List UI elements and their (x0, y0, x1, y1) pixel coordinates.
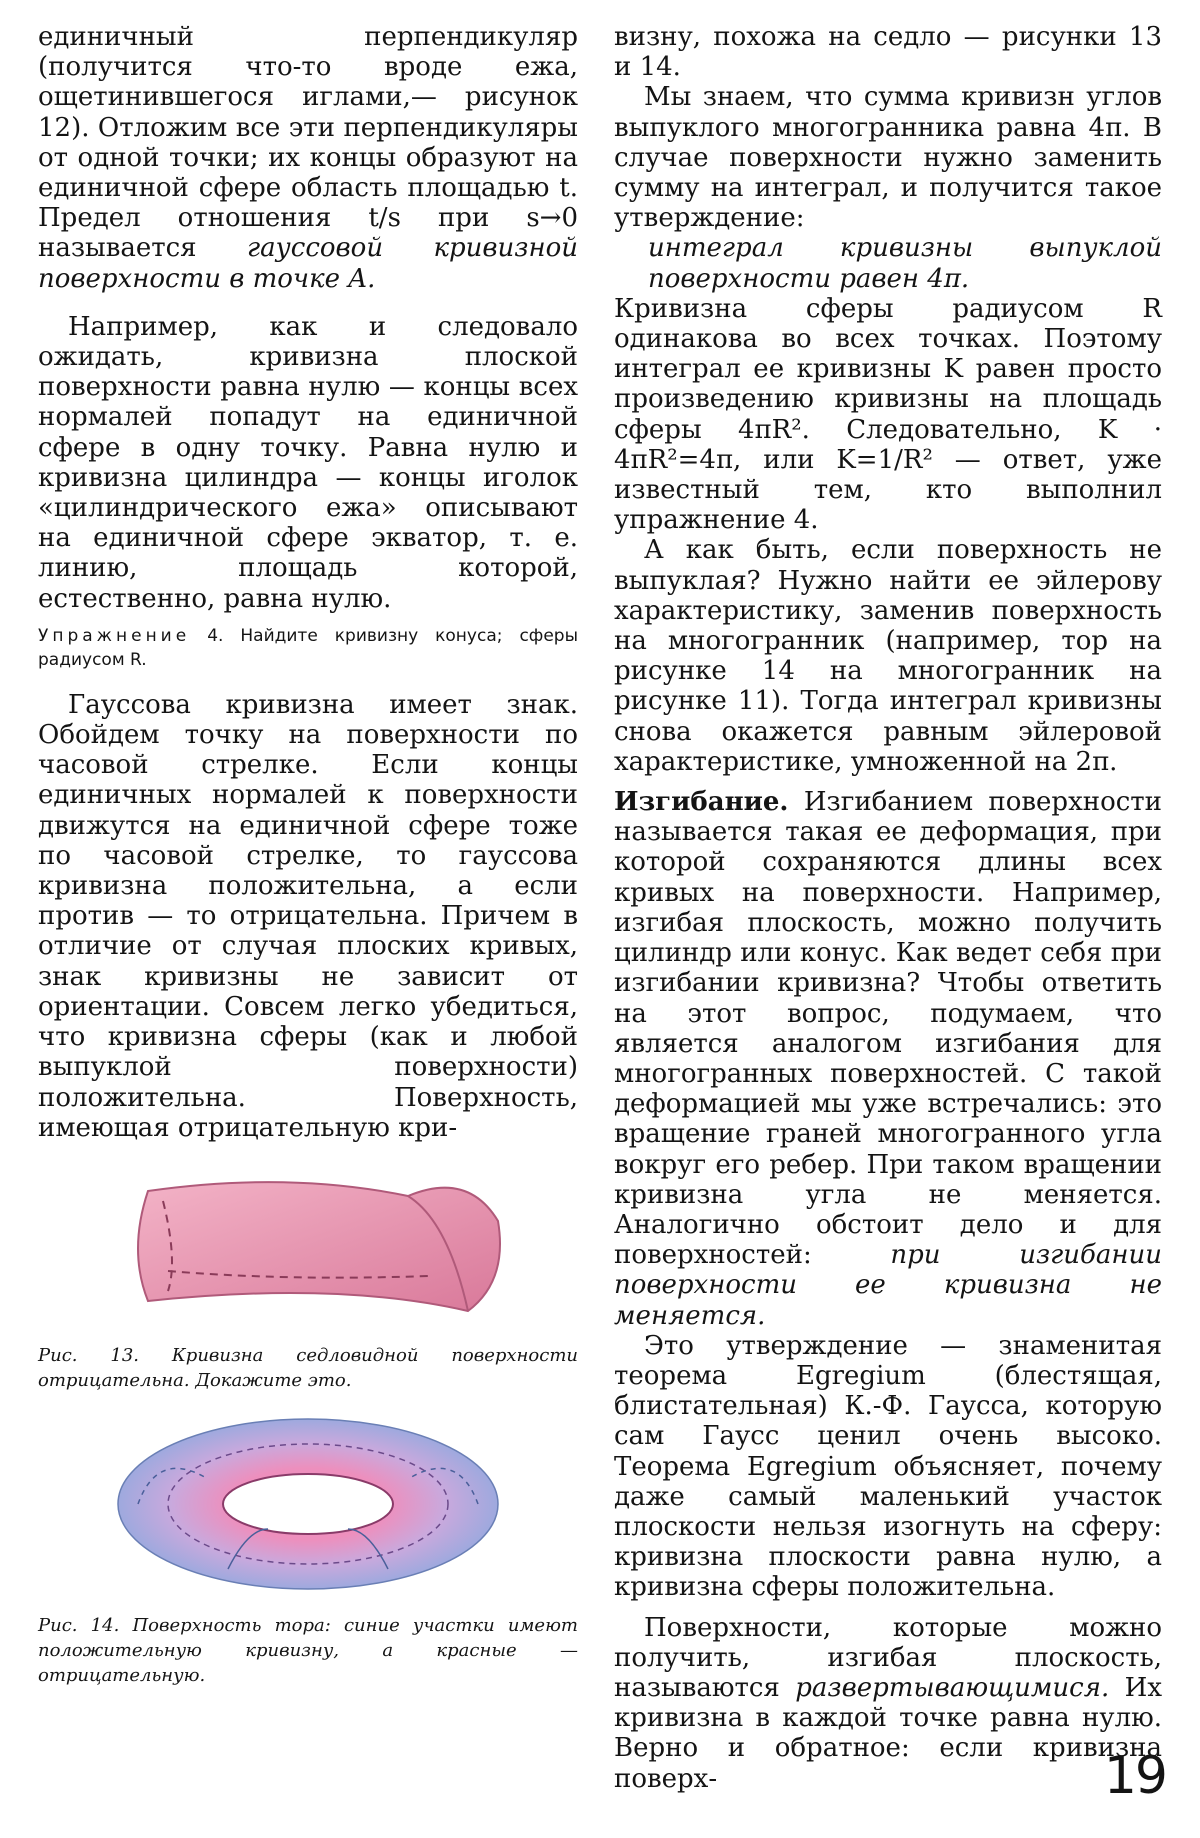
left-column (38, 22, 578, 1688)
page-number: 19 (1103, 1746, 1166, 1806)
right-paragraph-4: А как быть, если поверхность не выпуклая? Нужно найти ее эйлерову характеристику, заменив поверхность на многогранник (например, тор на рисунке 14 на многогранник на рисунке 11). Тогда интеграл кривизны снова окажется равным эйлеровой характеристике, умноженной на 2π. (614, 535, 1162, 777)
exercise-4: Упражнение 4. Найдите кривизну конуса; сферы радиусом R. (38, 625, 579, 670)
figure-14-caption: Рис. 14. Поверхность тора: синие участки имеют положительную кривизну, а красные — отрицательную. (38, 1614, 578, 1686)
torus-figure (98, 1409, 518, 1599)
right-paragraph-3: Кривизна сферы радиусом R одинакова во всех точках. Поэтому интеграл ее кривизны K равен просто произведению кривизны на площадь сферы 4πR². Следовательно, K · 4πR²=4π, или K=1/R² — ответ, уже известный тем, кто выполнил упражнение 4. (614, 293, 1162, 536)
right-paragraph-7: Поверхности, которые можно получить, изгибая плоскость, называются развертывающимися. Их кривизна в каждой точке равна нулю. Верно и обратное: если кривизна поверх- (614, 1612, 1162, 1794)
right-paragraph-2: Мы знаем, что сумма кривизн углов выпуклого многогранника равна 4π. В случае поверхности нужно заменить сумму на интеграл, и получится такое утверждение: (614, 82, 1162, 234)
bending-section: Изгибание. Изгибанием поверхности называется такая ее деформация, при которой сохраняются длины всех кривых на поверхности. Например, изгибая плоскость, можно получить цилиндр или конус. Как ведет себя при изгибании кривизна? Чтобы ответить на этот вопрос, подумаем, что является аналогом изгибания для многогранных поверхностей. С такой деформацией мы уже встречались: это вращение граней многогранного угла вокруг его ребер. При таком вращении кривизна угла не меняется. Аналогично обстоит дело и для поверхностей: при изгибании поверхности ее кривизна не меняется. (614, 787, 1162, 1331)
theorem-statement: интеграл кривизны выпуклой поверхности равен 4π. (648, 233, 1162, 294)
left-paragraph-1: единичный перпендикуляр (получится что-то вроде ежа, ощетинившегося иглами,— рисунок 12). Отложим все эти перпендикуляры от одной точки; их концы образуют на единичной сфере область площадью t. Предел отношения t/s при s→0 называется гауссовой кривизной поверхности в точке A. (38, 22, 579, 294)
right-paragraph-6: Это утверждение — знаменитая теорема Egregium (блестящая, блистательная) К.-Ф. Гаусса, которую сам Гаусс ценил очень высоко. Теорема Egregium объясняет, почему даже самый маленький участок плоскости нельзя изогнуть на сферу: кривизна плоскости равна нулю, а кривизна сферы положительна. (614, 1330, 1162, 1603)
figure-13-caption: Рис. 13. Кривизна седловидной поверхности отрицательна. Докажите это. (38, 1344, 578, 1391)
left-paragraph-3: Гауссова кривизна имеет знак. Обойдем точку на поверхности по часовой стрелке. Если концы единичных нормалей к поверхности движутся на единичной сфере тоже по часовой стрелке, то гауссова кривизна положительна, а если против — то отрицательна. Причем в отличие от случая плоских кривых, знак кривизны не зависит от ориентации. Совсем легко убедиться, что кривизна сферы (как и любой выпуклой поверхности) положительна. Поверхность, имеющая отрицательную кри- (38, 689, 578, 1143)
right-column (614, 22, 1162, 1794)
left-paragraph-2: Например, как и следовало ожидать, кривизна плоской поверхности равна нулю — концы всех нормалей попадут на единичной сфере в одну точку. Равна нулю и кривизна цилиндра — концы иголок «цилиндрического ежа» описывают на единичной сфере экватор, т. е. линию, площадь которой, естественно, равна нулю. (38, 311, 578, 614)
saddle-figure (88, 1161, 528, 1331)
right-paragraph-1: визну, похожа на седло — рисунки 13 и 14. (614, 22, 1162, 83)
section-heading: Изгибание. (614, 787, 789, 818)
